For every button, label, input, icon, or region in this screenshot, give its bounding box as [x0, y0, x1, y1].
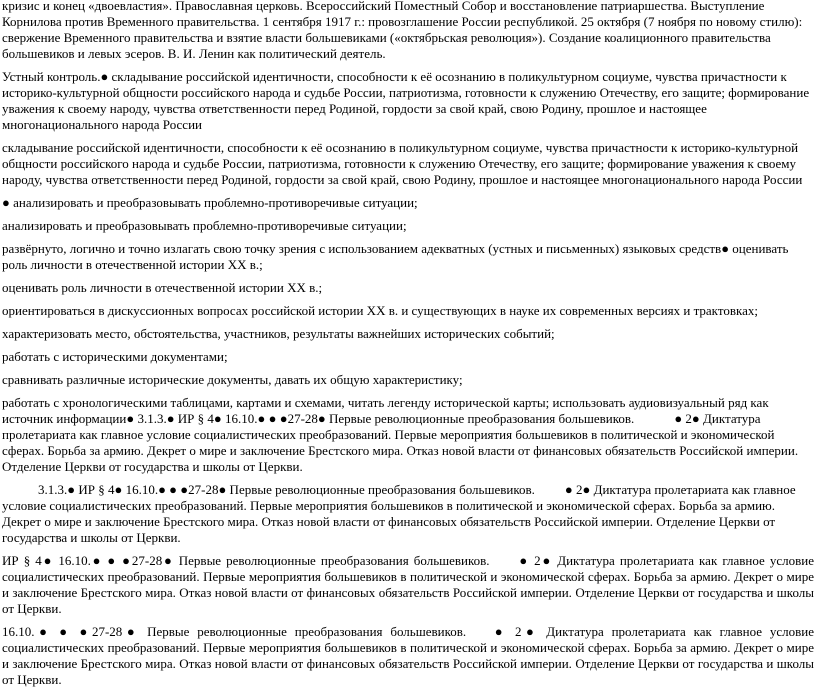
paragraph-history-1917: кризис и конец «двоевластия». Православная церковь. Всероссийский Поместный Собор и восстановление патриаршества. Выступление Корнилова против Временного правительства. 1 сентября 1917 г.: провозглашение России республикой. 25 октября (7 ноября по новому стилю): свержение Временного правительства и взятие власти большевиками («октябрьская революция»). Создание коалиционного правительства большевиков и левых эсеров. В. И. Ленин как политический деятель. [2, 0, 803, 61]
paragraph-compare: сравнивать различные исторические документы, давать их общую характеристику; [2, 372, 463, 387]
lesson-topic: 3.1.3.● ИР § 4● 16.10.● ● ●27-28● Первые революционные преобразования большевиков. [38, 482, 535, 497]
paragraph-discussion: ориентироваться в дискуссионных вопросах российской истории XX в. и существующих в науке их современных версиях и трактовках; [2, 303, 758, 318]
paragraph-lesson-plan-1 [2, 395, 814, 475]
lesson-content: ● 2● Диктатура пролетариата как главное условие социалистических преобразований. Первые мероприятия большевиков в политической и экономической сферах. Борьба за армию. Декрет о мире и заключение Брестского мира. Отказ новой власти от финансовых обязательств Российской империи. Отделение Церкви от государства и школы от Церкви. [2, 482, 796, 545]
paragraph-lesson-plan-2 [2, 482, 814, 546]
paragraph-explain-view: развёрнуто, логично и точно излагать свою точку зрения с использованием адекватных (устных и письменных) языковых средств● оценивать роль личности в отечественной истории XX в.; [2, 241, 789, 272]
lesson-content: ● 2● Диктатура пролетариата как главное условие социалистических преобразований. Первые мероприятия большевиков в политической и экономической сферах. Борьба за армию. Декрет о мире и заключение Брестского мира. Отказ новой власти от финансовых обязательств Российской империи. Отделение Церкви от государства и школы от Церкви. [2, 553, 814, 616]
paragraph-oral-control: Устный контроль.● складывание российской идентичности, способности к её осознанию в поликультурном социуме, чувства причастности к историко-культурной общности российского народа и судьбе России, патриотизма, готовности к служению Отечеству, его защите; формирование уважения к своему народу, чувства ответственности перед Родиной, гордости за свой край, свою Родину, прошлое и настоящее многонационального народа России [2, 69, 810, 132]
paragraph-lesson-plan-3 [2, 553, 814, 617]
paragraph-lesson-plan-4 [2, 624, 814, 688]
lesson-topic: работать с хронологическими таблицами, картами и схемами, читать легенду исторической карты; использовать аудиовизуальный ряд как источник информации● 3.1.3.● ИР § 4● 16.10.● ● ●27-28● Первые революционные преобразования большевиков. [2, 395, 769, 426]
paragraph-identity: складывание российской идентичности, способности к её осознанию в поликультурном социуме, чувства причастности к историко-культурной общности российского народа и судьбе России, патриотизма, готовности к служению Отечеству, его защите; формирование уважения к своему народу, чувства ответственности перед Родиной, гордости за свой край, свою Родину, прошлое и настоящее многонационального народа России [2, 140, 803, 187]
lesson-content: ● 2● Диктатура пролетариата как главное условие социалистических преобразований. Первые мероприятия большевиков в политической и экономической сферах. Борьба за армию. Декрет о мире и заключение Брестского мира. Отказ новой власти от финансовых обязательств Российской империи. Отделение Церкви от государства и школы от Церкви. [2, 411, 799, 474]
paragraph-analyze: анализировать и преобразовывать проблемно-противоречивые ситуации; [2, 218, 407, 233]
lesson-content: ● 2● Диктатура пролетариата как главное условие социалистических преобразований. Первые мероприятия большевиков в политической и экономической сферах. Борьба за армию. Декрет о мире и заключение Брестского мира. Отказ новой власти от финансовых обязательств Российской империи. Отделение Церкви от государства и школы от Церкви. [2, 624, 814, 687]
paragraph-documents: работать с историческими документами; [2, 349, 228, 364]
paragraph-evaluate-role: оценивать роль личности в отечественной истории XX в.; [2, 280, 323, 295]
paragraph-characterize: характеризовать место, обстоятельства, участников, результаты важнейших исторических событий; [2, 326, 555, 341]
lesson-topic: ИР § 4● 16.10.● ● ●27-28● Первые революционные преобразования большевиков. [2, 553, 490, 568]
lesson-topic: 16.10.● ● ●27-28● Первые революционные преобразования большевиков. [2, 624, 467, 639]
paragraph-analyze-bullet: ● анализировать и преобразовывать проблемно-противоречивые ситуации; [2, 195, 418, 210]
